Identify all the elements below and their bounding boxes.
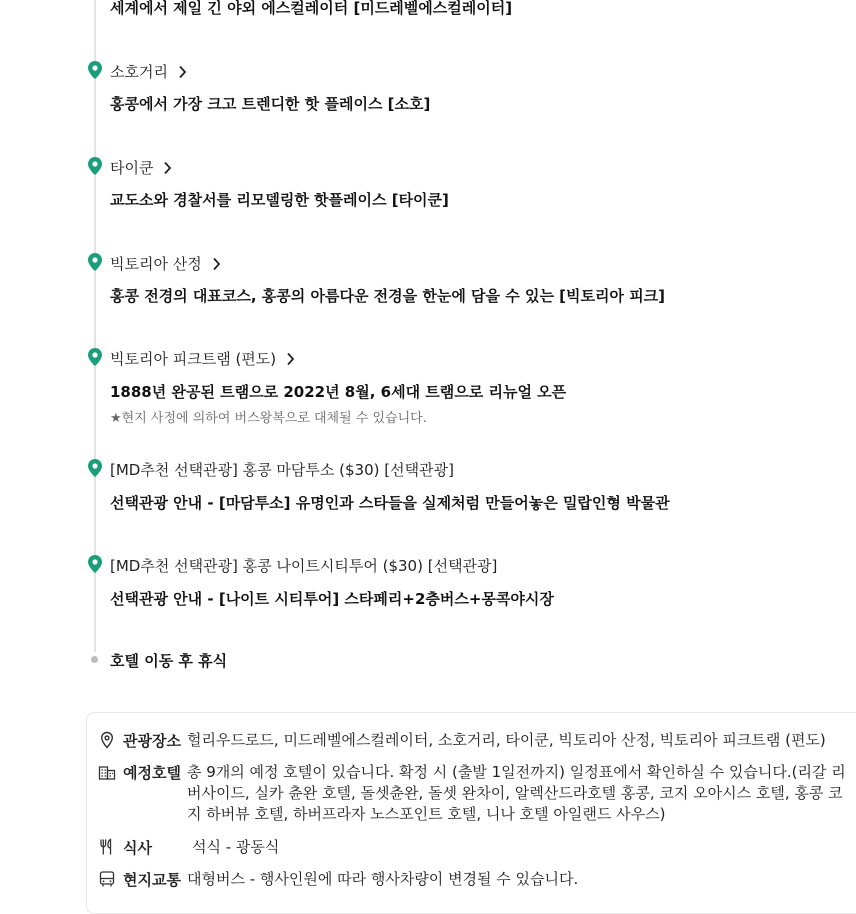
stop-description: 선택관광 안내 - [나이트 시티투어] 스타페리+2층버스+몽콕야시장 [110, 590, 554, 608]
stop-title-link[interactable] [110, 253, 221, 274]
info-label: 예정호텔 [123, 764, 181, 782]
info-row-hotel [97, 762, 847, 825]
utensils-icon [97, 837, 117, 857]
stop-description: 교도소와 경찰서를 리모델링한 핫플레이스 [타이쿤] [110, 191, 449, 209]
map-pin-icon [88, 253, 102, 271]
chevron-right-icon [163, 161, 172, 175]
location-icon [97, 730, 117, 750]
info-row-transport [97, 869, 847, 890]
info-value: 석식 - 광동식 [191, 838, 280, 856]
stop-description: 홍콩 전경의 대표코스, 홍콩의 아름다운 전경을 한눈에 담을 수 있는 [빅토리아 피크] [110, 287, 666, 305]
info-value: 총 9개의 예정 호텔이 있습니다. 확정 시 (출발 1일전까지) 일정표에서 확인하실 수 있습니다.(리갈 리버사이드, 실카 츈완 호텔, 돌셋츈완, 돌셋 완차이, 알렉산드라호텔 홍콩, 코지 오아시스 호텔, 홍콩 코지 하버뷰 호텔, 하버프라자 노스포인트 호텔, 니나 호텔 아일랜드 사우스) [186, 763, 846, 823]
bus-icon [97, 869, 117, 889]
stop-title: 소호거리 [110, 63, 168, 81]
chevron-right-icon [212, 257, 221, 271]
stop-title-link[interactable] [110, 348, 295, 369]
hotel-icon [97, 762, 117, 782]
info-row-meal [97, 837, 847, 858]
stop-description: 세계에서 제일 긴 야외 에스컬레이터 [미드레벨에스컬레이터] [110, 0, 513, 17]
stop-description: 선택관광 안내 - [마담투소] 유명인과 스타들을 실제처럼 만들어놓은 밀랍인형 박물관 [110, 494, 670, 512]
info-label: 현지교통 [123, 871, 181, 889]
map-pin-icon [88, 555, 102, 573]
map-pin-icon [88, 157, 102, 175]
stop-title-link[interactable] [110, 157, 172, 178]
final-stop-title: 호텔 이동 후 휴식 [110, 652, 228, 670]
stop-description: 홍콩에서 가장 크고 트렌디한 핫 플레이스 [소호] [110, 95, 431, 113]
info-label: 관광장소 [123, 732, 181, 750]
chevron-right-icon [178, 65, 187, 79]
stop-title: [MD추천 선택관광] 홍콩 마담투소 ($30) [선택관광] [110, 461, 454, 479]
stop-note: ★현지 사정에 의하여 버스왕복으로 대체될 수 있습니다. [110, 411, 427, 426]
info-value: 대형버스 - 행사인원에 따라 행사차량이 변경될 수 있습니다. [186, 870, 579, 888]
info-label: 식사 [123, 839, 152, 857]
stop-description: 1888년 완공된 트램으로 2022년 8월, 6세대 트램으로 리뉴얼 오픈 [110, 383, 567, 401]
info-value: 헐리우드로드, 미드레벨에스컬레이터, 소호거리, 타이쿤, 빅토리아 산정, 빅토리아 피크트램 (편도) [186, 731, 826, 749]
chevron-right-icon [286, 352, 295, 366]
day-info-box [86, 712, 856, 914]
stop-title: 빅토리아 산정 [110, 255, 202, 273]
map-pin-icon [88, 61, 102, 79]
timeline-dot [91, 656, 98, 663]
map-pin-icon [88, 459, 102, 477]
stop-title-link[interactable] [110, 61, 187, 82]
map-pin-icon [88, 348, 102, 366]
stop-title: [MD추천 선택관광] 홍콩 나이트시티투어 ($30) [선택관광] [110, 557, 498, 575]
stop-title: 빅토리아 피크트램 (편도) [110, 350, 277, 368]
stop-title: 타이쿤 [110, 159, 154, 177]
info-row-attractions [97, 730, 847, 751]
